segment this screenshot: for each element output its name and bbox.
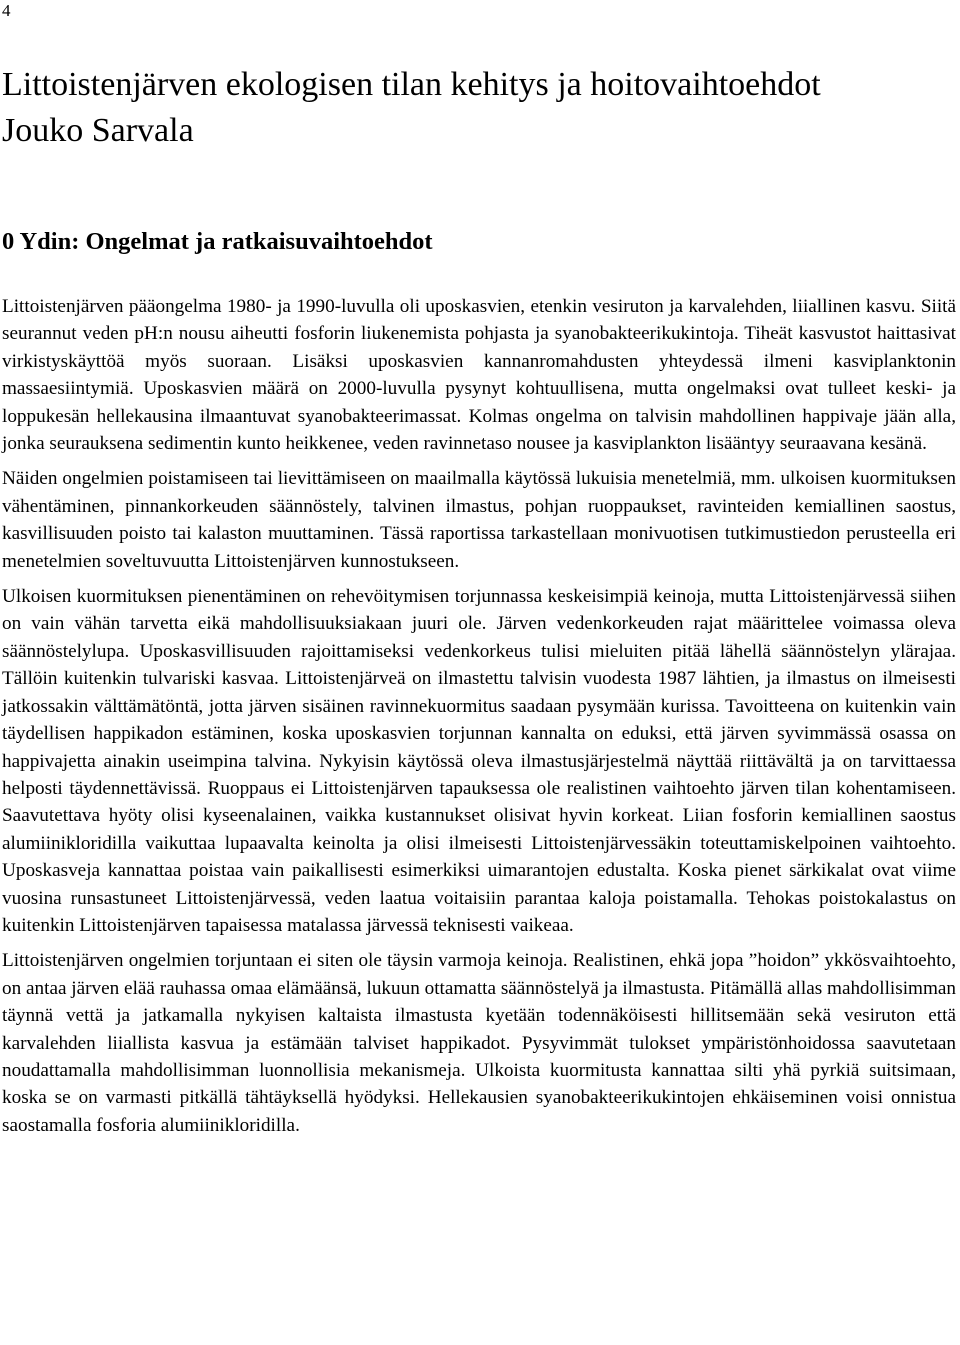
title-line: Littoistenjärven ekologisen tilan kehitys ja hoitovaihtoehdot: [2, 66, 821, 103]
paragraph: Littoistenjärven ongelmien torjuntaan ei siten ole täysin varmoja keinoja. Realistinen, ehkä jopa ”hoidon” ykkösvaihtoehto, on antaa järven elää rauhassa omaa elämäänsä, lukuun ottamatta säännöstelyä ja ilmastusta. Pitämällä allas mahdollisimman täynnä vettä ja jatkamalla nykyisen kaltaista ilmastusta kyetään todennäköisesti hillitsemään sekä vesiruton että karvalehden liiallista kasvua ja estämään talviset happikadot. Pysyvimmät tulokset ympäristönhoidossa saavutetaan noudattamalla mahdollisimman luonnollisia mekanismeja. Ulkoista kuormitusta kannattaa silti yhä pyrkiä suitsimaan, koska se on varmasti pitkällä tähtäyksellä hyödyksi. Hellekausien syanobakteerikukintojen ehkäiseminen voisi onnistua saostamalla fosforia alumiinikloridilla.: [2, 950, 956, 1136]
paragraph: Ulkoisen kuormituksen pienentäminen on rehevöitymisen torjunnassa keskeisimpiä keinoja, mutta Littoistenjärvessä siihen on vain vähän tarvetta eikä mahdollisuuksiakaan juuri ole. Järven vedenkorkeuden rajat määrittelee voimassa oleva säännöstelylupa. Uposkasvillisuuden rajoittamiseksi vedenkorkeus tulisi mieluiten pitää lähellä säännöstelyn ylärajaa. Tällöin kuitenkin tulvariski kasvaa. Littoistenjärveä on ilmastettu talvisin vuodesta 1987 lähtien, ja ilmastus on ilmeisesti jatkossakin välttämätöntä, jotta järven sisäinen ravinnekuormitus saadaan pysymään kurissa. Tavoitteena on kuitenkin vain täydellisen happikadon estäminen, koska uposkasvien torjunnan kannalta on eduksi, että järven syvimmässä osassa on happivajetta ainakin useimpina talvina. Nykyisin käytössä oleva ilmastusjärjestelmä näyttää riittävältä ja on tarvittaessa helposti täydennettävissä. Ruoppaus ei Littoistenjärven tapauksessa ole realistinen vaihtoehto järven tilan kohentamiseen. Saavutettava hyöty olisi kyseenalainen, vaikka kustannukset olisivat hyvin korkeat. Liian fosforin kemiallinen saostus alumiinikloridilla vaikuttaa lupaavalta keinolta ja olisi ilmeisesti Littoistenjärvessäkin toteuttamiskelpoinen vaihtoehto. Uposkasveja kannattaa poistaa vain paikallisesti esimerkiksi uimarantojen edustalta. Koska pienet särkikalat ovat viime vuosina runsastuneet Littoistenjärvessä, veden laatua voitaisiin parantaa kaloja poistamalla. Tehokas poistokalastus on kuitenkin Littoistenjärven tapaisessa matalassa järvessä teknisesti vaikeaa.: [2, 586, 956, 936]
section-heading: 0 Ydin: Ongelmat ja ratkaisuvaihtoehdot: [2, 228, 433, 255]
paragraph: Littoistenjärven pääongelma 1980- ja 1990-luvulla oli uposkasvien, etenkin vesiruton ja karvalehden, liiallinen kasvu. Siitä seurannut veden pH:n nousu aiheutti fosforin liukenemista pohjasta ja syanobakteerikukintoja. Tiheät kasvustot haittasivat virkistyskäyttöä myös suoraan. Lisäksi uposkasvien kannanromahdusten yhteydessä ilmeni kasviplanktonin massaesiintymiä. Uposkasvien määrä on 2000-luvulla pysynyt kohtuullisena, mutta ongelmaksi ovat tulleet keski- ja loppukesän hellekausina ilmaantuvat syanobakteerimassat. Kolmas ongelma on talvisin mahdollinen happivaje jään alla, jonka seurauksena sedimentin kunto heikkenee, veden ravinnetaso nousee ja kasviplankton lisääntyy seuraavana kesänä.: [2, 296, 956, 455]
paragraph: Näiden ongelmien poistamiseen tai lievittämiseen on maailmalla käytössä lukuisia menetelmiä, mm. ulkoisen kuormituksen vähentäminen, pinnankorkeuden säännöstely, talvinen ilmastus, pohjan ruoppaukset, ravinteiden kemiallinen saostus, kasvillisuuden poisto tai kalaston muuttaminen. Tässä raportissa tarkastellaan monivuotisen tutkimustiedon perusteella eri menetelmien soveltuvuutta Littoistenjärven kunnostukseen.: [2, 468, 956, 572]
document-title: [2, 62, 952, 154]
body-text: [2, 293, 956, 1147]
page-number: 4: [2, 1, 11, 20]
author-name: Jouko Sarvala: [2, 112, 194, 149]
